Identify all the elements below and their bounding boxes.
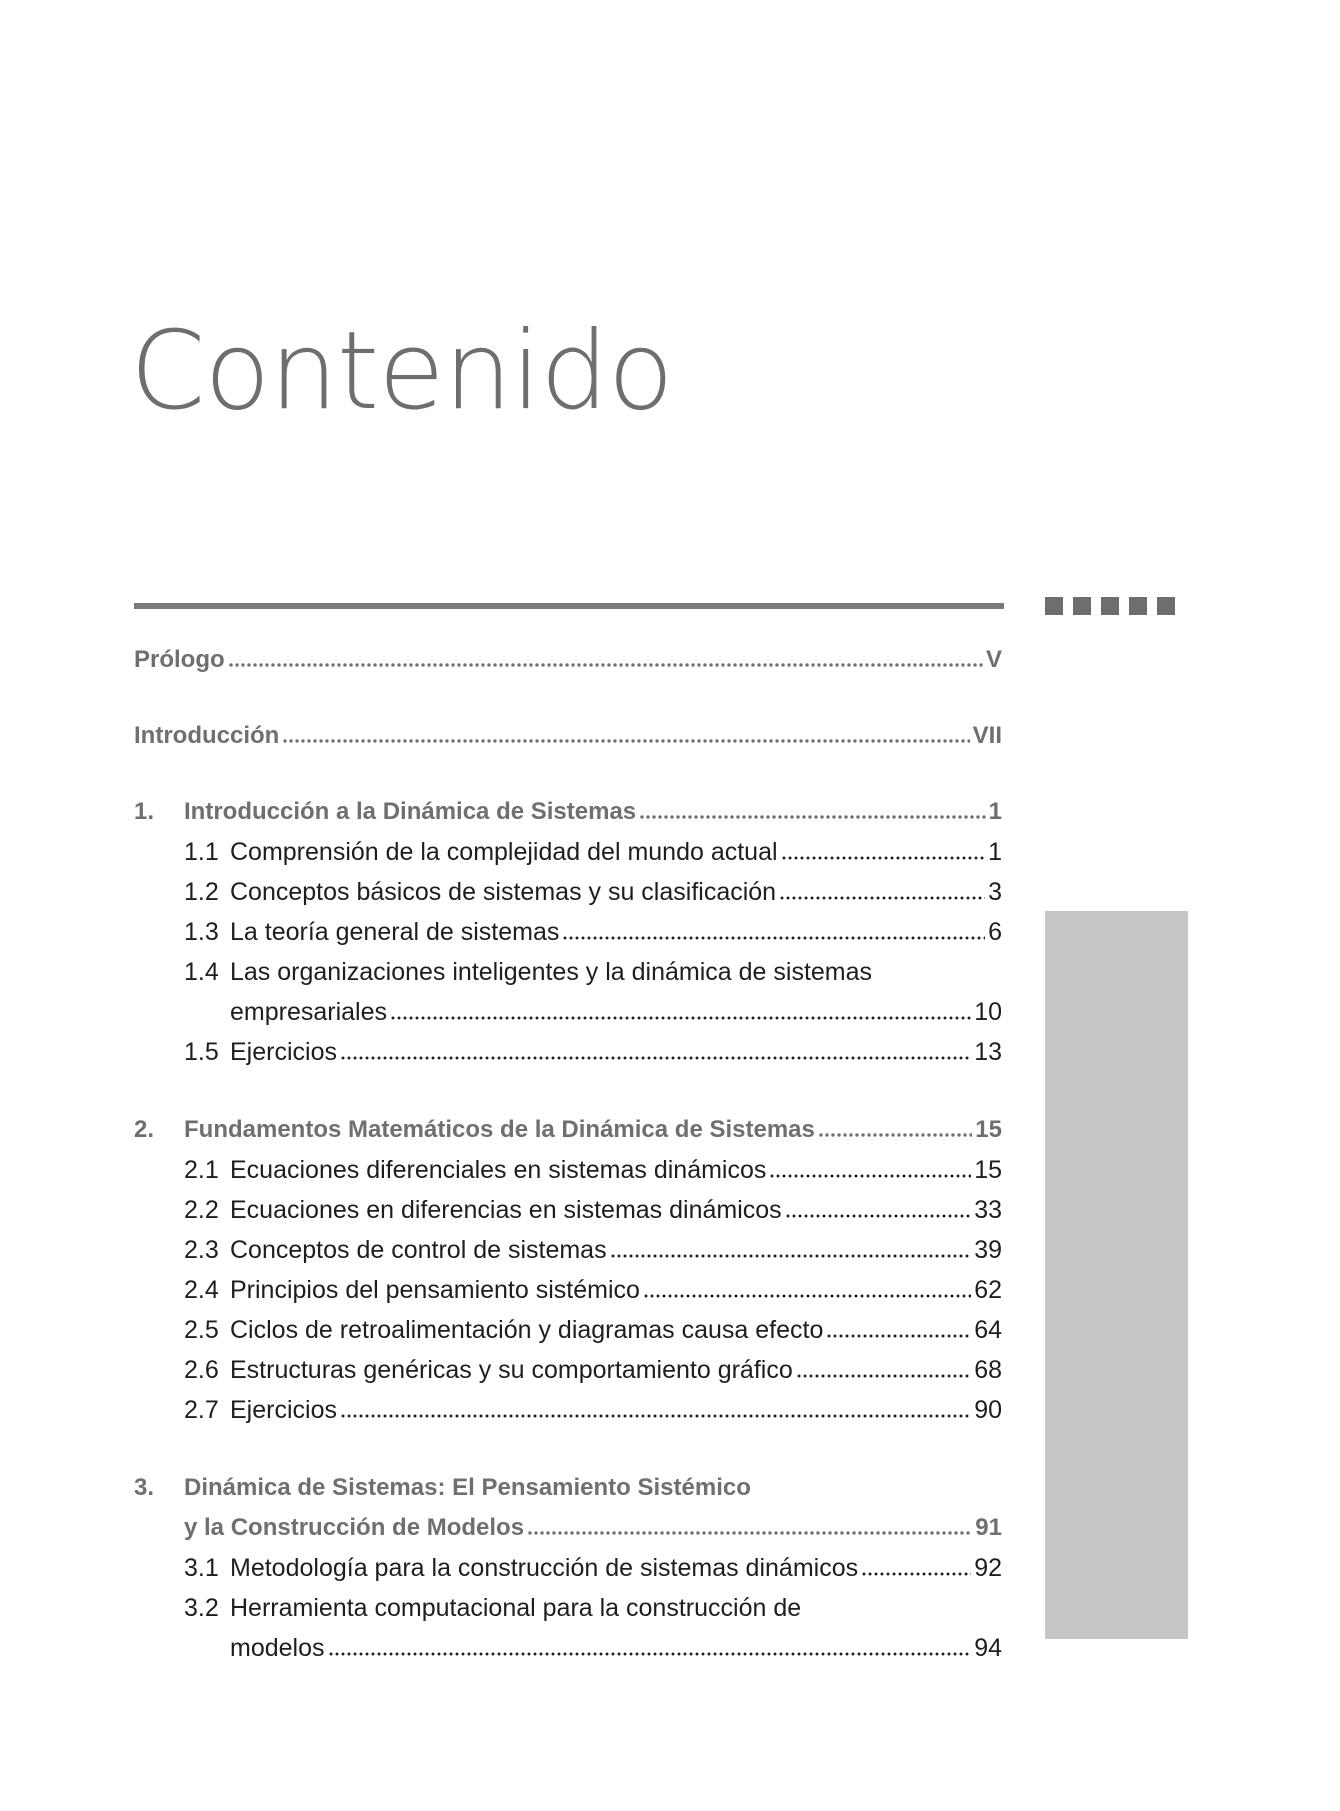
section-number: 2.5 bbox=[184, 1316, 219, 1344]
toc-section-1-1[interactable] bbox=[134, 832, 1002, 872]
toc-section-2-3[interactable] bbox=[134, 1230, 1002, 1270]
chapter-number: 1. bbox=[134, 798, 155, 825]
toc-label: Estructuras genéricas y su comportamiento gráfico bbox=[230, 1356, 793, 1384]
square-icon bbox=[1101, 597, 1119, 615]
toc-page: 1 bbox=[988, 838, 1002, 866]
toc-section-2-4[interactable] bbox=[134, 1270, 1002, 1310]
toc-label: Ecuaciones diferenciales en sistemas dinámicos bbox=[230, 1156, 767, 1184]
toc-page: 6 bbox=[988, 918, 1002, 946]
toc-section-2-6[interactable] bbox=[134, 1350, 1002, 1390]
toc-chapter-2[interactable] bbox=[134, 1110, 1002, 1150]
section-number: 2.4 bbox=[184, 1276, 219, 1304]
dot-leader bbox=[340, 1414, 971, 1418]
toc-label: Ciclos de retroalimentación y diagramas causa efecto bbox=[230, 1316, 824, 1344]
toc-page: 62 bbox=[974, 1276, 1002, 1304]
toc-section-1-4[interactable] bbox=[134, 952, 1002, 992]
toc-entry-introduccion[interactable] bbox=[134, 716, 1002, 756]
dot-leader bbox=[779, 896, 985, 900]
section-number: 3.1 bbox=[184, 1554, 219, 1582]
square-icon bbox=[1073, 597, 1091, 615]
page-title: Contenido bbox=[130, 309, 673, 434]
dot-leader bbox=[796, 1374, 971, 1378]
toc-label: Herramienta computacional para la construcción de bbox=[230, 1594, 802, 1622]
toc-page: 13 bbox=[974, 1038, 1002, 1066]
toc-label: Fundamentos Matemáticos de la Dinámica de Sistemas bbox=[184, 1116, 815, 1143]
toc-page: 39 bbox=[974, 1236, 1002, 1264]
toc-page: 94 bbox=[974, 1634, 1002, 1662]
dot-leader bbox=[818, 1133, 972, 1137]
dot-leader bbox=[340, 1056, 971, 1060]
side-gray-block bbox=[1045, 911, 1188, 1639]
section-number: 2.3 bbox=[184, 1236, 219, 1264]
dot-leader bbox=[861, 1572, 971, 1576]
dot-leader bbox=[781, 856, 986, 860]
toc-section-2-2[interactable] bbox=[134, 1190, 1002, 1230]
toc-label: Las organizaciones inteligentes y la dinámica de sistemas bbox=[230, 958, 873, 986]
toc-label: Conceptos básicos de sistemas y su clasificación bbox=[230, 878, 777, 906]
toc-page: 33 bbox=[974, 1196, 1002, 1224]
toc-chapter-1[interactable] bbox=[134, 792, 1002, 832]
toc-page: 64 bbox=[974, 1316, 1002, 1344]
toc-section-3-1[interactable] bbox=[134, 1548, 1002, 1588]
toc-label: La teoría general de sistemas bbox=[230, 918, 560, 946]
dot-leader bbox=[826, 1334, 971, 1338]
dot-leader bbox=[769, 1174, 971, 1178]
toc-section-1-3[interactable] bbox=[134, 912, 1002, 952]
toc-label: Ejercicios bbox=[230, 1038, 337, 1066]
toc-section-1-5[interactable] bbox=[134, 1032, 1002, 1072]
toc-page: VII bbox=[972, 722, 1002, 749]
dot-leader bbox=[328, 1652, 972, 1656]
toc-label: Principios del pensamiento sistémico bbox=[230, 1276, 640, 1304]
toc-section-3-2[interactable] bbox=[134, 1588, 1002, 1628]
toc-section-2-7[interactable] bbox=[134, 1390, 1002, 1430]
toc-page: 90 bbox=[974, 1396, 1002, 1424]
toc-label: y la Construcción de Modelos bbox=[184, 1514, 525, 1541]
dot-leader bbox=[527, 1531, 972, 1535]
toc-page: 92 bbox=[974, 1554, 1002, 1582]
section-number: 2.7 bbox=[184, 1396, 219, 1424]
toc-page: 15 bbox=[974, 1156, 1002, 1184]
dot-leader bbox=[785, 1214, 972, 1218]
toc-label: Ejercicios bbox=[230, 1396, 337, 1424]
toc-section-1-2[interactable] bbox=[134, 872, 1002, 912]
toc-page: 91 bbox=[975, 1514, 1002, 1541]
decorative-squares bbox=[1045, 597, 1175, 615]
toc-label: Conceptos de control de sistemas bbox=[230, 1236, 607, 1264]
toc-label: Introducción a la Dinámica de Sistemas bbox=[184, 798, 637, 825]
toc-section-2-5[interactable] bbox=[134, 1310, 1002, 1350]
square-icon bbox=[1129, 597, 1147, 615]
dot-leader bbox=[282, 739, 969, 743]
toc-label: Comprensión de la complejidad del mundo actual bbox=[230, 838, 778, 866]
chapter-number: 2. bbox=[134, 1116, 155, 1143]
section-number: 2.6 bbox=[184, 1356, 219, 1384]
section-number: 2.1 bbox=[184, 1156, 219, 1184]
toc-page: 10 bbox=[974, 998, 1002, 1026]
section-number: 1.4 bbox=[184, 958, 219, 986]
toc-chapter-3-continued[interactable] bbox=[134, 1508, 1002, 1548]
toc-section-2-1[interactable] bbox=[134, 1150, 1002, 1190]
section-number: 1.2 bbox=[184, 878, 219, 906]
square-icon bbox=[1157, 597, 1175, 615]
square-icon bbox=[1045, 597, 1063, 615]
toc-page: V bbox=[985, 646, 1002, 673]
toc-label: Introducción bbox=[134, 722, 280, 749]
section-number: 1.3 bbox=[184, 918, 219, 946]
dot-leader bbox=[562, 936, 985, 940]
toc-label: modelos bbox=[230, 1634, 325, 1662]
dot-leader bbox=[610, 1254, 972, 1258]
title-rule bbox=[134, 603, 1004, 609]
toc-label: Prólogo bbox=[134, 646, 225, 673]
section-number: 3.2 bbox=[184, 1594, 219, 1622]
toc-label: empresariales bbox=[230, 998, 388, 1026]
section-number: 1.5 bbox=[184, 1038, 219, 1066]
toc-page: 1 bbox=[988, 798, 1002, 825]
toc-chapter-3[interactable] bbox=[134, 1468, 1002, 1508]
toc-page: 3 bbox=[988, 878, 1002, 906]
toc-page: 68 bbox=[974, 1356, 1002, 1384]
toc-page: 15 bbox=[975, 1116, 1002, 1143]
dot-leader bbox=[639, 815, 985, 819]
toc-label: Dinámica de Sistemas: El Pensamiento Sistémico bbox=[184, 1474, 751, 1501]
toc-label: Ecuaciones en diferencias en sistemas dinámicos bbox=[230, 1196, 782, 1224]
dot-leader bbox=[390, 1016, 971, 1020]
toc-entry-prologo[interactable] bbox=[134, 640, 1002, 680]
section-number: 1.1 bbox=[184, 838, 219, 866]
dot-leader bbox=[643, 1294, 971, 1298]
chapter-number: 3. bbox=[134, 1474, 155, 1501]
toc-label: Metodología para la construcción de sistemas dinámicos bbox=[230, 1554, 859, 1582]
toc-section-1-4-continued[interactable] bbox=[134, 992, 1002, 1032]
dot-leader bbox=[228, 663, 983, 667]
section-number: 2.2 bbox=[184, 1196, 219, 1224]
toc-section-3-2-continued[interactable] bbox=[134, 1628, 1002, 1668]
